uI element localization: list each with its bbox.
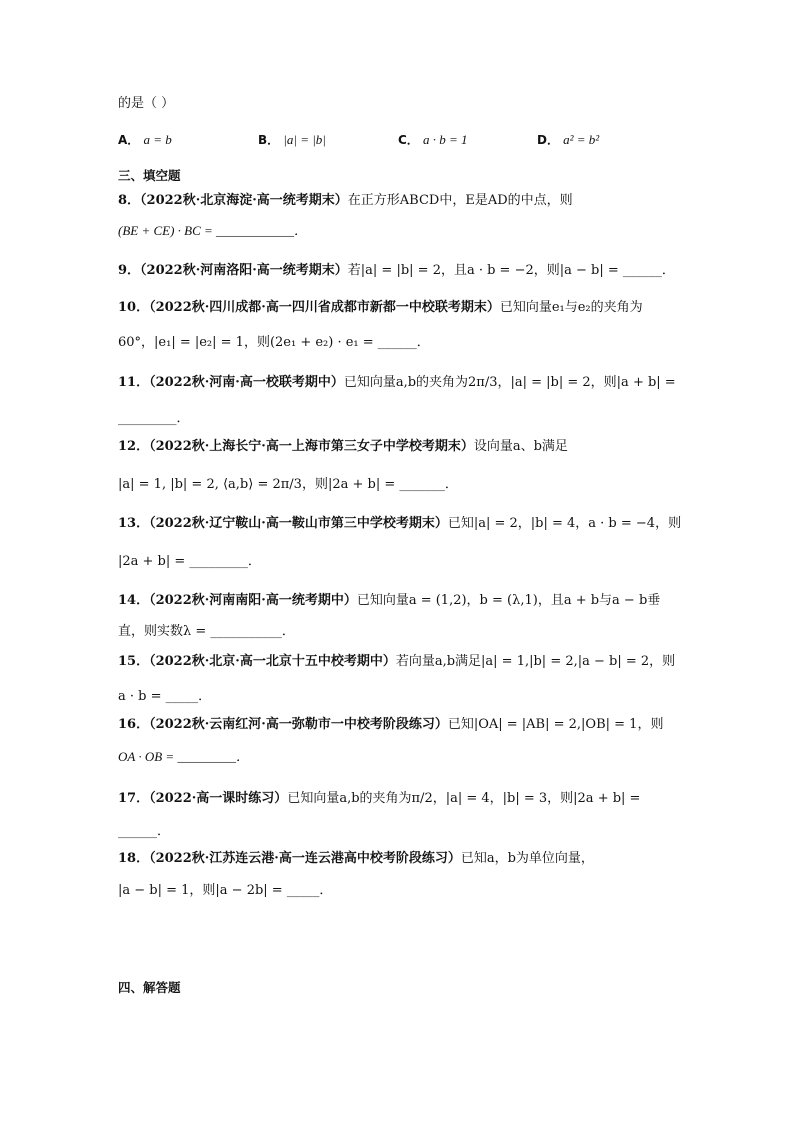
question-source: （2022秋·上海长宁·高一上海市第三女子中学校考期末） [149,439,474,454]
question-13-line1 [118,515,682,533]
question-source: （2022秋·河南南阳·高一统考期中） [149,593,357,608]
option-expr: |a| = |b| [283,132,326,147]
question-number: 13． [118,516,150,531]
question-text: 已知向量a,b的夹角为2π/3，|a| = |b| = 2，则|a + b| = [343,375,676,390]
question-number: 15． [118,654,150,669]
question-source: （2022秋·四川成都·高一四川省成都市新都一中校联考期末） [149,300,500,315]
section-4-title: 四、解答题 [118,980,181,995]
option-label: C． [398,133,419,147]
section-3-title: 三、填空题 [118,168,181,183]
option-label: D． [537,133,559,147]
question-text: 已知|OA| = |AB| = 2,|OB| = 1，则 [447,717,664,732]
question-number: 18． [118,851,150,866]
question-16-line1 [118,716,678,734]
question-10-line2: 60°，|e₁| = |e₂| = 1，则(2e₁ + e₂) · e₁ = ______． [118,335,430,350]
question-text: 若向量a,b满足|a| = 1,|b| = 2,|a − b| = 2，则 [395,654,676,669]
option-label: A． [118,133,140,147]
option-expr: a · b = 1 [422,132,468,147]
question-11-line2: _________． [118,411,190,426]
question-source: （2022秋·北京·高一北京十五中校考期中） [149,654,396,669]
question-15-line1 [118,653,678,671]
question-number: 11． [118,375,150,390]
question-source: （2022秋·北京海淀·高一统考期末） [140,193,348,208]
question-number: 8． [118,193,141,208]
question-18-line2: |a − b| = 1，则|a − 2b| = _____． [118,883,333,898]
question-number: 10． [118,300,150,315]
question-11-line1 [118,374,678,392]
question-text: 若|a| = |b| = 2，且a · b = −2，则|a − b| = ______． [347,263,675,278]
option-label: B． [258,133,280,147]
question-source: （2022秋·河南洛阳·高一统考期末） [140,263,348,278]
question-12-line1 [118,438,678,456]
option-c [398,131,467,150]
question-source: （2022秋·云南红河·高一弥勒市一中校考阶段练习） [149,717,448,732]
question-number: 9． [118,263,141,278]
question-source: （2022秋·江苏连云港·高一连云港高中校考阶段练习） [149,851,461,866]
question-13-line2: |2a + b| = _________． [118,554,261,569]
question-17-line1 [118,790,678,808]
question-number: 14． [118,593,150,608]
question-text: 已知|a| = 2，|b| = 4，a · b = −4，则 [447,516,682,531]
question-source: （2022秋·河南·高一校联考期中） [149,375,344,390]
intro-line: 的是（ ） [118,96,175,111]
question-number: 16． [118,717,150,732]
question-text: 设向量a、b满足 [473,439,568,454]
question-text: 已知向量e₁与e₂的夹角为 [499,300,643,315]
question-text: 在正方形ABCD中，E是AD的中点，则 [347,193,573,208]
question-17-line2: ______． [118,824,171,839]
option-d [537,131,599,150]
option-expr: a = b [143,132,172,147]
question-15-line2: a · b = _____． [118,689,212,704]
question-18-line1 [118,850,678,868]
question-source: （2022·高一课时练习） [149,791,288,806]
question-14-line1 [118,592,678,610]
question-number: 17． [118,791,150,806]
option-b [258,131,326,150]
question-12-line2: |a| = 1, |b| = 2, ⟨a,b⟩ = 2π/3，则|2a + b| = _______． [118,477,458,492]
question-10-line1 [118,299,678,317]
question-text: 已知向量a = (1,2)，b = (λ,1)，且a + b与a − b垂 [356,593,661,608]
question-8-line1 [118,192,678,210]
question-text: 已知向量a,b的夹角为π/2，|a| = 4，|b| = 3，则|2a + b| = [287,791,641,806]
question-source: （2022秋·辽宁鞍山·高一鞍山市第三中学校考期末） [149,516,448,531]
question-16-line2: OA · OB = _________． [118,749,249,764]
question-8-line2: (BE + CE) · BC = ____________． [118,223,308,238]
question-14-line2: 直，则实数λ = ___________． [118,624,295,639]
question-number: 12． [118,439,150,454]
option-a [118,131,172,150]
question-text: 已知a，b为单位向量， [460,851,594,866]
question-9-line1 [118,262,678,280]
option-expr: a² = b² [563,132,600,147]
